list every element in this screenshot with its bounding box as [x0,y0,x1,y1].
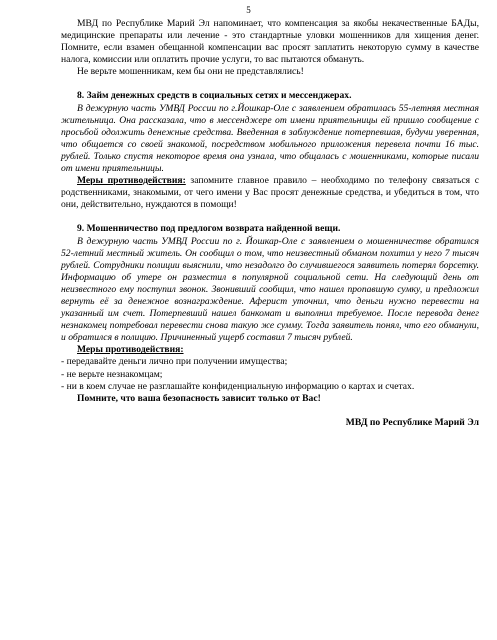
closing-line: Помните, что ваша безопасность зависит только от Вас! [77,392,321,404]
section-8-story: В дежурную часть УМВД России по г.Йошкар-Оле с заявлением обратилась 55-летняя местная жительница. Она рассказала, что в мессенджере от имени приятельницы ей пришло сообщение с просьбой одолжить денежные средства. Введенная в заблуждение потерпевшая, будучи уверенная, что общается со своей знакомой, посредством мобильного приложения перевела почти 16 тыс. рублей. Только спустя некоторое время она узнала, что общалась с мошенниками, которые писали от имени приятельницы. [61,102,479,175]
spacer [61,78,479,90]
spacer [61,211,479,223]
signature: МВД по Республике Марий Эл [345,416,479,428]
measures-item: - не верьте незнакомцам; [61,368,163,380]
measures-text: запомните главное правило – необходимо по телефону связаться с родственниками, знакомыми, от чего имени у Вас просят денежные средства, и убедиться в том, что они, действительно, нуждаются в помощи! [61,175,479,211]
intro-paragraph: МВД по Республике Марий Эл напоминает, что компенсация за якобы некачественные БАДы, медицинские препараты или лечение - это стандартные уловки мошенников для хищения денег. Помните, если взамен обещанной компенсации вас просят заплатить некоторую сумму в качестве налога, комиссии или оплатить прочие услуги, то вас пытаются обмануть. [61,18,479,66]
section-8-measures [61,175,479,211]
measures-label: Меры противодействия: [77,175,186,187]
page-number: 5 [246,5,251,15]
document-body [61,18,479,429]
spacer [61,405,479,417]
section-9-story: В дежурную часть УМВД России по г. Йошкар-Оле с заявлением о мошенничестве обратился 52-летний местный житель. Он сообщил о том, что неизвестный обманом похитил у него 7 тысяч рублей. Сотрудники полиции выяснили, что незадолго до случившегося заявитель потерял борсетку. Информацию об утере он разместил в популярной социальной сети. На следующий день от неизвестного ему поступил звонок. Звонивший сообщил, что нашел пропавшую сумку, и предложил вернуть её за денежное вознаграждение. Аферист уточнил, что деньги нужно перевести на указанный им счет. Потерпевший нашел банкомат и выполнил требуемое. После перевода денег незнакомец потребовал перевести снова такую же сумму. Тогда заявитель понял, что его обманули, и обратился в полицию. Причиненный ущерб составил 7 тысяч рублей. [61,235,479,344]
section-8-heading: 8. Займ денежных средств в социальных сетях и мессенджерах. [77,90,352,102]
measures-item: - передавайте деньги лично при получении имущества; [61,356,288,368]
section-9-measures-label: Меры противодействия: [77,344,184,356]
measures-item: - ни в коем случае не разглашайте конфиденциальную информацию о картах и счетах. [61,380,415,392]
intro-warning: Не верьте мошенникам, кем бы они не представлялись! [77,66,304,78]
section-9-heading: 9. Мошенничество под предлогом возврата найденной вещи. [77,223,341,235]
